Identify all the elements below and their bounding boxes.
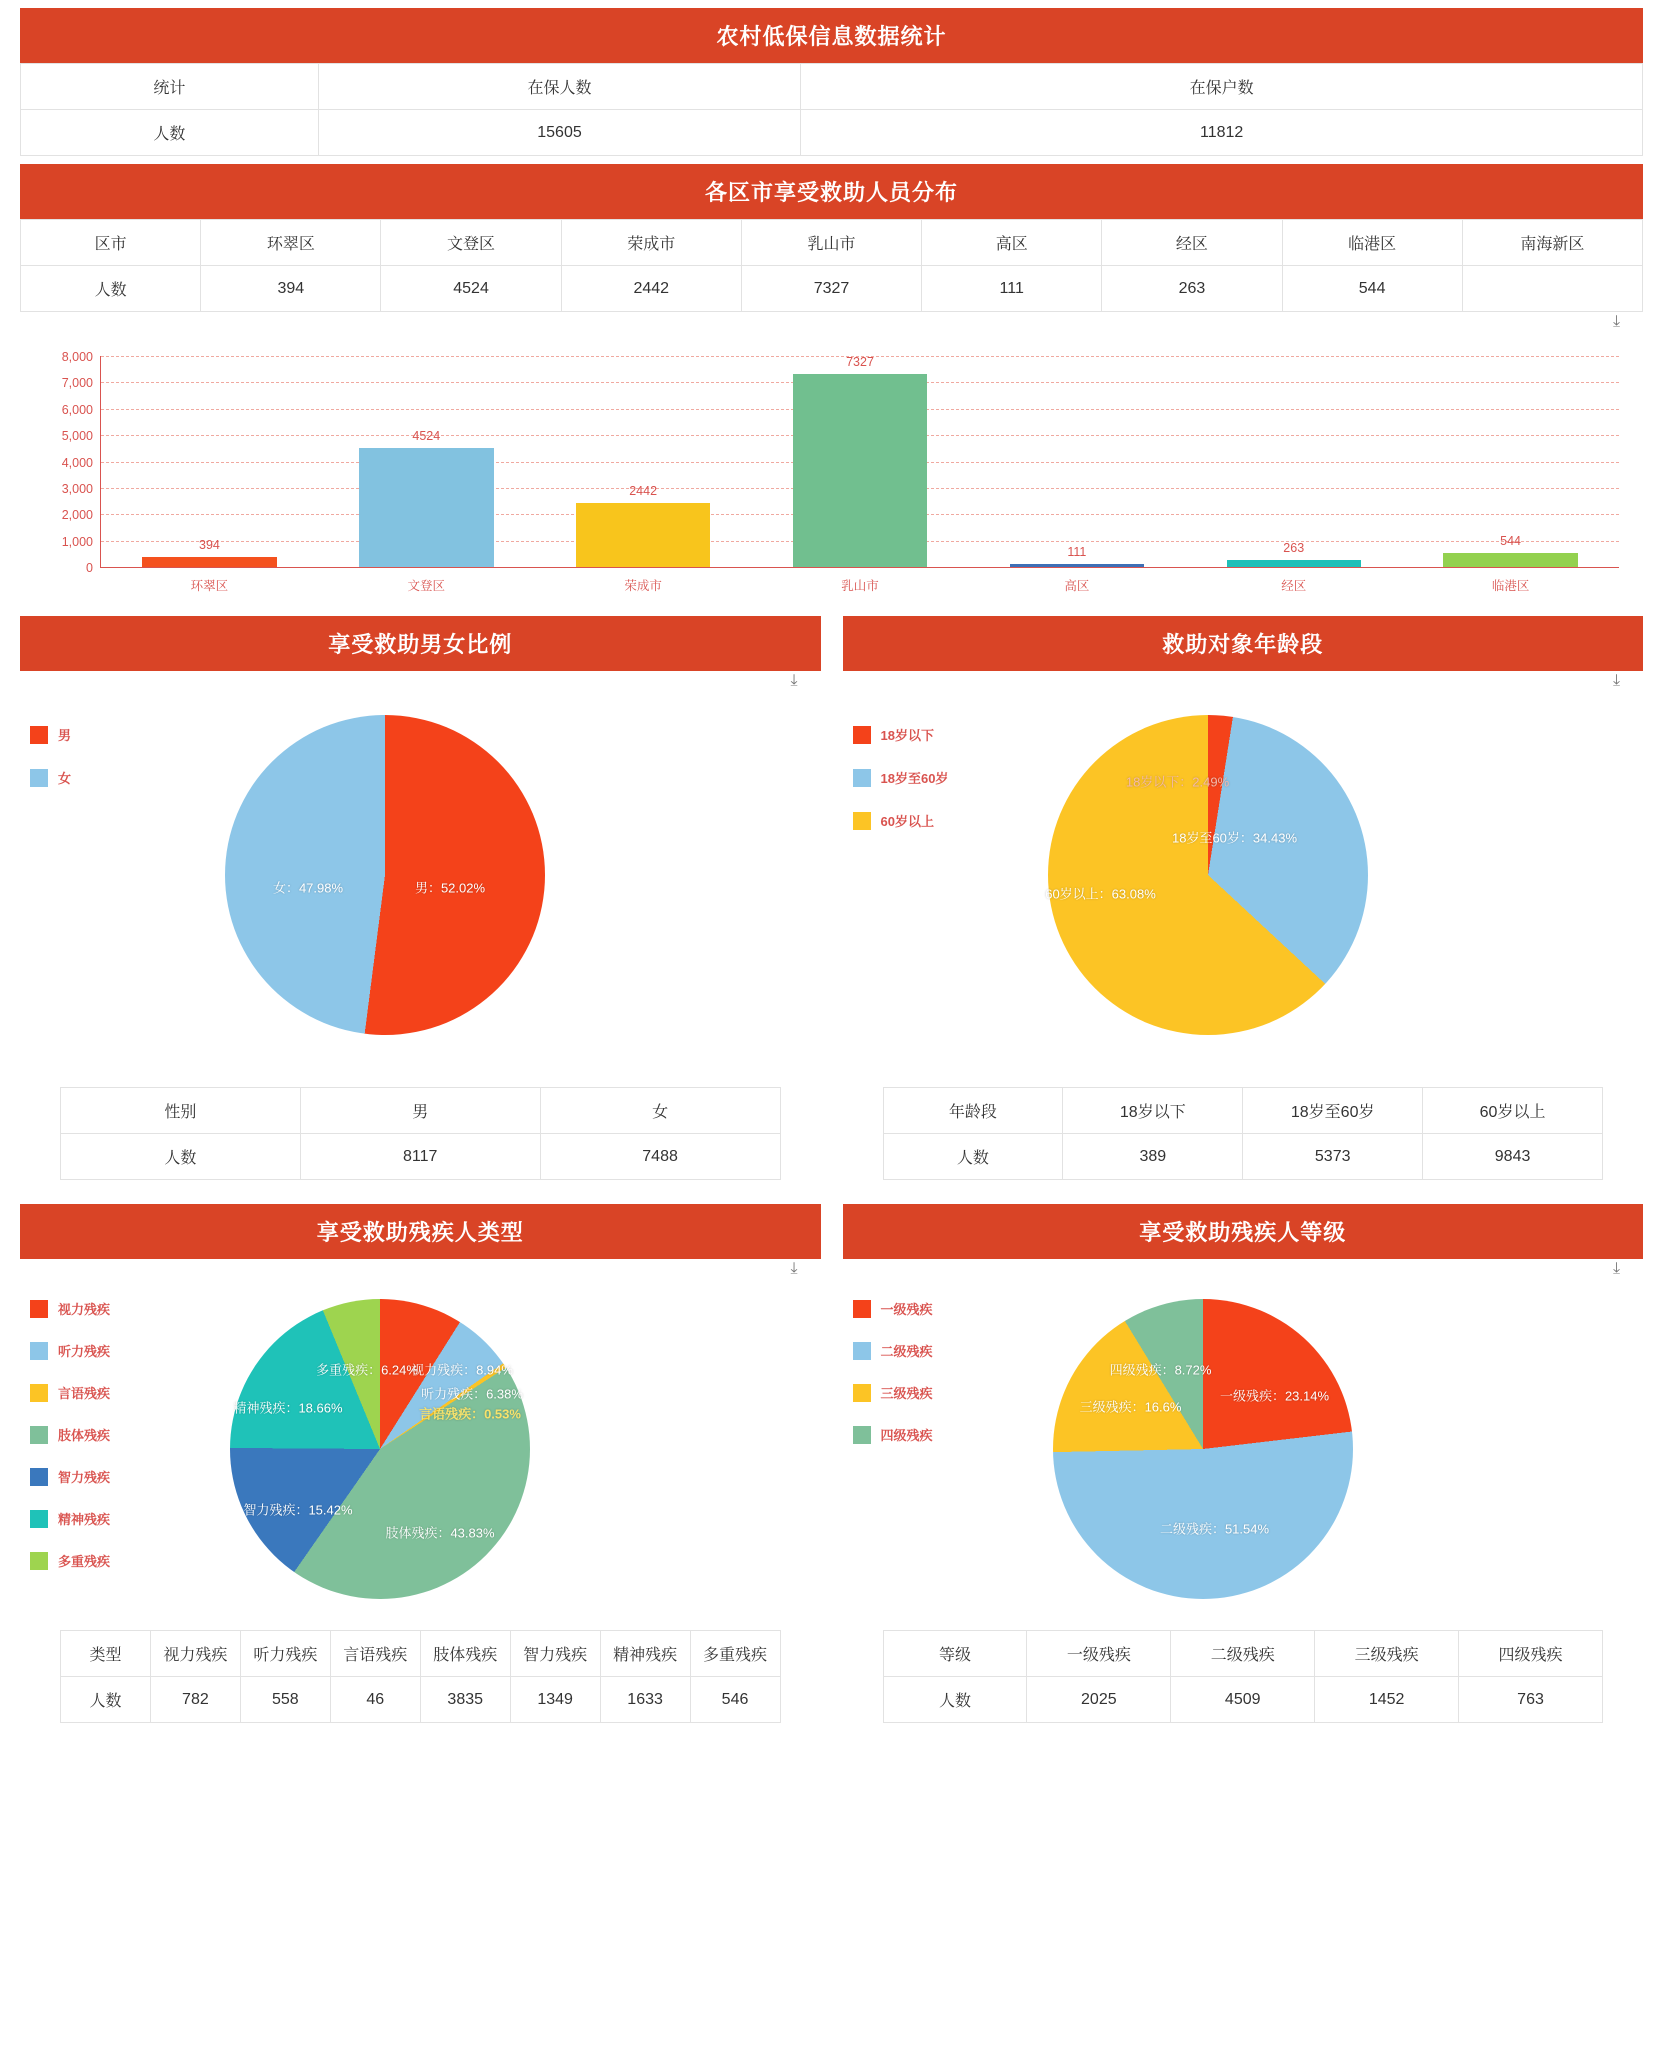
disability-level-chart-toolbar <box>843 1259 1644 1285</box>
legend-label: 三级残疾 <box>880 1386 933 1401</box>
table-row <box>21 266 1643 312</box>
disability-type-section-title: 享受救助残疾人类型 <box>20 1204 821 1259</box>
type-value-1: 558 <box>240 1677 330 1723</box>
legend-item[interactable] <box>30 1467 110 1486</box>
age-table <box>883 1087 1604 1180</box>
gender-header-2: 女 <box>540 1088 780 1134</box>
gender-table-wrap <box>20 1087 821 1180</box>
table-row <box>883 1677 1603 1723</box>
bar-value-label: 7327 <box>846 354 874 369</box>
bar-value-label: 111 <box>1067 545 1087 560</box>
legend-item[interactable] <box>30 1551 110 1570</box>
level-header-1: 一级残疾 <box>1027 1631 1171 1677</box>
age-section-title: 救助对象年龄段 <box>843 616 1644 671</box>
y-axis-tick: 7,000 <box>61 376 93 391</box>
gender-slice-label-female: 女：47.98% <box>272 880 344 896</box>
age-value-1: 5373 <box>1243 1134 1423 1180</box>
legend-item[interactable] <box>30 725 71 744</box>
district-section-title: 各区市享受救助人员分布 <box>20 164 1643 219</box>
gender-pie <box>225 715 545 1035</box>
level-value-1: 4509 <box>1171 1677 1315 1723</box>
age-value-2: 9843 <box>1423 1134 1603 1180</box>
legend-swatch-icon <box>30 1552 48 1570</box>
district-table <box>20 219 1643 312</box>
table-row <box>61 1134 781 1180</box>
age-table-wrap <box>843 1087 1644 1180</box>
district-value-6: 544 <box>1282 266 1462 312</box>
type-row-label: 人数 <box>61 1677 151 1723</box>
legend-item[interactable] <box>853 725 949 744</box>
gender-age-row <box>20 616 1643 1180</box>
legend-swatch-icon <box>30 1300 48 1318</box>
district-header-5: 高区 <box>922 220 1102 266</box>
type-slice-label-mental: 精神残疾：18.66% <box>233 1400 343 1416</box>
dashboard-page <box>10 0 1653 1743</box>
download-icon[interactable]: ⤓ <box>790 1260 798 1277</box>
level-header-0: 等级 <box>883 1631 1027 1677</box>
gender-legend <box>30 725 71 811</box>
bar[interactable] <box>142 537 276 567</box>
bar[interactable] <box>359 428 493 567</box>
gender-value-female: 7488 <box>540 1134 780 1180</box>
bar-cell <box>1185 356 1402 593</box>
disability-type-pie <box>230 1299 530 1599</box>
district-row-label: 人数 <box>21 266 201 312</box>
age-pie-chart <box>843 697 1644 1087</box>
legend-swatch-icon <box>30 1510 48 1528</box>
level-slice-label-3: 三级残疾：16.6% <box>1079 1399 1182 1415</box>
type-slice-label-vision: 视力残疾：8.94% <box>411 1362 513 1378</box>
level-header-2: 二级残疾 <box>1171 1631 1315 1677</box>
gender-section-title: 享受救助男女比例 <box>20 616 821 671</box>
age-chart-toolbar <box>843 671 1644 697</box>
disability-level-pie-chart <box>843 1285 1644 1630</box>
district-value-4: 111 <box>922 266 1102 312</box>
legend-label: 一级残疾 <box>880 1302 933 1317</box>
x-axis-label: 经区 <box>1281 579 1307 593</box>
page-title: 农村低保信息数据统计 <box>20 8 1643 63</box>
gender-header-1: 男 <box>300 1088 540 1134</box>
district-header-1: 环翠区 <box>201 220 381 266</box>
legend-swatch-icon <box>30 1342 48 1360</box>
summary-table <box>20 63 1643 156</box>
legend-swatch-icon <box>30 1426 48 1444</box>
disability-type-panel <box>20 1204 821 1723</box>
disability-level-pie <box>1053 1299 1353 1599</box>
type-slice-label-speech: 言语残疾：0.53% <box>419 1406 521 1422</box>
disability-row <box>20 1204 1643 1723</box>
bar-cell <box>968 356 1185 593</box>
type-header-5: 智力残疾 <box>510 1631 600 1677</box>
legend-swatch-icon <box>853 769 871 787</box>
legend-item[interactable] <box>853 768 949 787</box>
legend-label: 肢体残疾 <box>58 1428 111 1443</box>
legend-label: 18岁至60岁 <box>880 771 949 786</box>
summary-value-insured-households: 11812 <box>801 110 1643 156</box>
type-slice-label-multiple: 多重残疾：6.24% <box>316 1362 418 1378</box>
district-header-3: 荣成市 <box>561 220 741 266</box>
legend-item[interactable] <box>853 1425 933 1444</box>
age-slice-label-under18: 18岁以下：2.49% <box>1125 774 1230 790</box>
legend-label: 听力残疾 <box>58 1344 111 1359</box>
gender-slice-label-male: 男：52.02% <box>414 880 486 896</box>
gridline <box>86 561 1619 575</box>
legend-label: 女 <box>58 771 72 786</box>
level-row-label: 人数 <box>883 1677 1027 1723</box>
y-axis-tick: 3,000 <box>61 481 93 496</box>
summary-header-2: 在保户数 <box>801 64 1643 110</box>
gender-table <box>60 1087 781 1180</box>
age-slice-label-18to60: 18岁至60岁：34.43% <box>1171 830 1298 846</box>
table-row <box>61 1088 781 1134</box>
type-header-0: 类型 <box>61 1631 151 1677</box>
type-header-4: 肢体残疾 <box>420 1631 510 1677</box>
legend-item[interactable] <box>30 768 71 787</box>
type-slice-label-intellect: 智力残疾：15.42% <box>243 1502 353 1518</box>
legend-swatch-icon <box>853 812 871 830</box>
bar-value-label: 4524 <box>412 428 441 443</box>
gender-panel <box>20 616 821 1180</box>
table-row <box>61 1631 781 1677</box>
legend-label: 18岁以下 <box>880 728 934 743</box>
district-bar-chart <box>28 338 1635 606</box>
level-value-0: 2025 <box>1027 1677 1171 1723</box>
x-axis-label: 文登区 <box>407 579 446 593</box>
summary-row-label: 人数 <box>21 110 319 156</box>
disability-level-section-title: 享受救助残疾人等级 <box>843 1204 1644 1259</box>
legend-label: 四级残疾 <box>880 1428 933 1443</box>
gender-header-0: 性别 <box>61 1088 301 1134</box>
level-header-3: 三级残疾 <box>1315 1631 1459 1677</box>
legend-swatch-icon <box>853 1384 871 1402</box>
type-slice-label-limb: 肢体残疾：43.83% <box>385 1525 495 1541</box>
download-icon[interactable]: ⤓ <box>1613 672 1621 689</box>
type-value-0: 782 <box>150 1677 240 1723</box>
age-pie <box>1048 715 1368 1035</box>
y-axis-tick: 0 <box>86 561 93 575</box>
bar-cell <box>752 354 969 593</box>
level-slice-label-1: 一级残疾：23.14% <box>1219 1388 1330 1404</box>
legend-label: 精神残疾 <box>58 1512 111 1527</box>
level-header-4: 四级残疾 <box>1459 1631 1603 1677</box>
download-icon[interactable]: ⤓ <box>790 672 798 689</box>
disability-type-chart-toolbar <box>20 1259 821 1285</box>
y-axis-tick: 5,000 <box>61 429 93 444</box>
legend-label: 视力残疾 <box>58 1302 111 1317</box>
legend-swatch-icon <box>30 769 48 787</box>
type-header-2: 听力残疾 <box>240 1631 330 1677</box>
district-header-0: 区市 <box>21 220 201 266</box>
y-axis-tick: 8,000 <box>61 350 93 364</box>
legend-swatch-icon <box>853 726 871 744</box>
disability-level-table <box>883 1630 1604 1723</box>
type-header-3: 言语残疾 <box>330 1631 420 1677</box>
type-value-5: 1633 <box>600 1677 690 1723</box>
table-row <box>21 64 1643 110</box>
bar[interactable] <box>576 483 710 567</box>
x-axis-label: 临港区 <box>1491 579 1530 593</box>
district-header-6: 经区 <box>1102 220 1282 266</box>
summary-header-0: 统计 <box>21 64 319 110</box>
bar[interactable] <box>1443 533 1577 567</box>
type-header-7: 多重残疾 <box>690 1631 780 1677</box>
gender-pie-chart <box>20 697 821 1087</box>
legend-item[interactable] <box>30 1383 110 1402</box>
bar[interactable] <box>1010 545 1144 567</box>
district-header-7: 临港区 <box>1282 220 1462 266</box>
table-row <box>883 1631 1603 1677</box>
bar-cell <box>318 356 535 593</box>
bar-cell <box>1402 356 1619 593</box>
disability-type-table-wrap <box>20 1630 821 1723</box>
legend-label: 智力残疾 <box>58 1470 111 1485</box>
disability-type-pie-chart <box>20 1285 821 1630</box>
legend-item[interactable] <box>853 811 949 830</box>
summary-header-1: 在保人数 <box>318 64 801 110</box>
district-value-7 <box>1462 266 1642 312</box>
gender-value-male: 8117 <box>300 1134 540 1180</box>
bar[interactable] <box>1227 541 1361 567</box>
legend-swatch-icon <box>853 1426 871 1444</box>
legend-label: 男 <box>58 728 72 743</box>
age-row-label: 人数 <box>883 1134 1063 1180</box>
level-value-3: 763 <box>1459 1677 1603 1723</box>
gender-row-label: 人数 <box>61 1134 301 1180</box>
district-header-4: 乳山市 <box>741 220 921 266</box>
legend-label: 60岁以上 <box>880 814 934 829</box>
type-value-2: 46 <box>330 1677 420 1723</box>
level-value-2: 1452 <box>1315 1677 1459 1723</box>
level-slice-label-4: 四级残疾：8.72% <box>1109 1362 1212 1378</box>
table-row <box>61 1677 781 1723</box>
legend-item[interactable] <box>30 1425 110 1444</box>
y-axis-tick: 4,000 <box>61 455 93 470</box>
bar[interactable] <box>793 354 927 567</box>
y-axis-tick: 2,000 <box>61 508 93 523</box>
gender-chart-toolbar <box>20 671 821 697</box>
type-slice-label-hearing: 听力残疾：6.38% <box>421 1386 523 1402</box>
bar-cell <box>535 356 752 593</box>
legend-item[interactable] <box>853 1299 933 1318</box>
legend-label: 多重残疾 <box>58 1554 111 1569</box>
y-axis-tick: 6,000 <box>61 402 93 417</box>
x-axis-label: 荣成市 <box>624 579 662 593</box>
district-value-3: 7327 <box>741 266 921 312</box>
x-axis-label: 环翠区 <box>190 579 229 593</box>
age-slice-label-over60: 60岁以上：63.08% <box>1045 886 1156 902</box>
age-panel <box>843 616 1644 1180</box>
level-slice-label-2: 二级残疾：51.54% <box>1159 1521 1270 1537</box>
district-value-5: 263 <box>1102 266 1282 312</box>
disability-level-table-wrap <box>843 1630 1644 1723</box>
download-icon[interactable]: ⤓ <box>1613 313 1621 330</box>
bar-value-label: 2442 <box>629 483 658 498</box>
type-value-3: 3835 <box>420 1677 510 1723</box>
district-value-1: 4524 <box>381 266 561 312</box>
legend-label: 二级残疾 <box>880 1344 933 1359</box>
bar-value-label: 394 <box>198 537 220 552</box>
legend-item[interactable] <box>30 1509 110 1528</box>
legend-label: 言语残疾 <box>58 1386 111 1401</box>
legend-item[interactable] <box>853 1341 933 1360</box>
download-icon[interactable]: ⤓ <box>1613 1260 1621 1277</box>
legend-swatch-icon <box>30 1384 48 1402</box>
disability-type-legend <box>30 1299 110 1593</box>
bar-value-label: 263 <box>1283 541 1305 556</box>
bar-value-label: 544 <box>1500 533 1522 548</box>
district-header-8: 南海新区 <box>1462 220 1642 266</box>
legend-swatch-icon <box>853 1342 871 1360</box>
bar-cell <box>101 356 318 593</box>
legend-item[interactable] <box>30 1341 110 1360</box>
age-header-1: 18岁以下 <box>1063 1088 1243 1134</box>
age-value-0: 389 <box>1063 1134 1243 1180</box>
type-value-6: 546 <box>690 1677 780 1723</box>
type-header-1: 视力残疾 <box>150 1631 240 1677</box>
age-legend <box>853 725 949 854</box>
district-value-0: 394 <box>201 266 381 312</box>
type-header-6: 精神残疾 <box>600 1631 690 1677</box>
x-axis-label: 高区 <box>1064 579 1090 593</box>
disability-level-panel <box>843 1204 1644 1723</box>
bar-chart-plot <box>61 350 1619 593</box>
legend-swatch-icon <box>30 1468 48 1486</box>
table-row <box>21 220 1643 266</box>
legend-swatch-icon <box>853 1300 871 1318</box>
legend-item[interactable] <box>30 1299 110 1318</box>
age-header-2: 18岁至60岁 <box>1243 1088 1423 1134</box>
legend-swatch-icon <box>30 726 48 744</box>
disability-type-table <box>60 1630 781 1723</box>
table-row <box>21 110 1643 156</box>
disability-level-legend <box>853 1299 933 1467</box>
district-header-2: 文登区 <box>381 220 561 266</box>
table-row <box>883 1134 1603 1180</box>
summary-value-insured-people: 15605 <box>318 110 801 156</box>
bar-series <box>101 354 1619 593</box>
y-axis-tick: 1,000 <box>61 534 93 549</box>
type-value-4: 1349 <box>510 1677 600 1723</box>
district-chart-toolbar <box>20 312 1643 338</box>
age-header-0: 年龄段 <box>883 1088 1063 1134</box>
age-header-3: 60岁以上 <box>1423 1088 1603 1134</box>
table-row <box>883 1088 1603 1134</box>
x-axis-label: 乳山市 <box>841 579 879 593</box>
district-value-2: 2442 <box>561 266 741 312</box>
legend-item[interactable] <box>853 1383 933 1402</box>
